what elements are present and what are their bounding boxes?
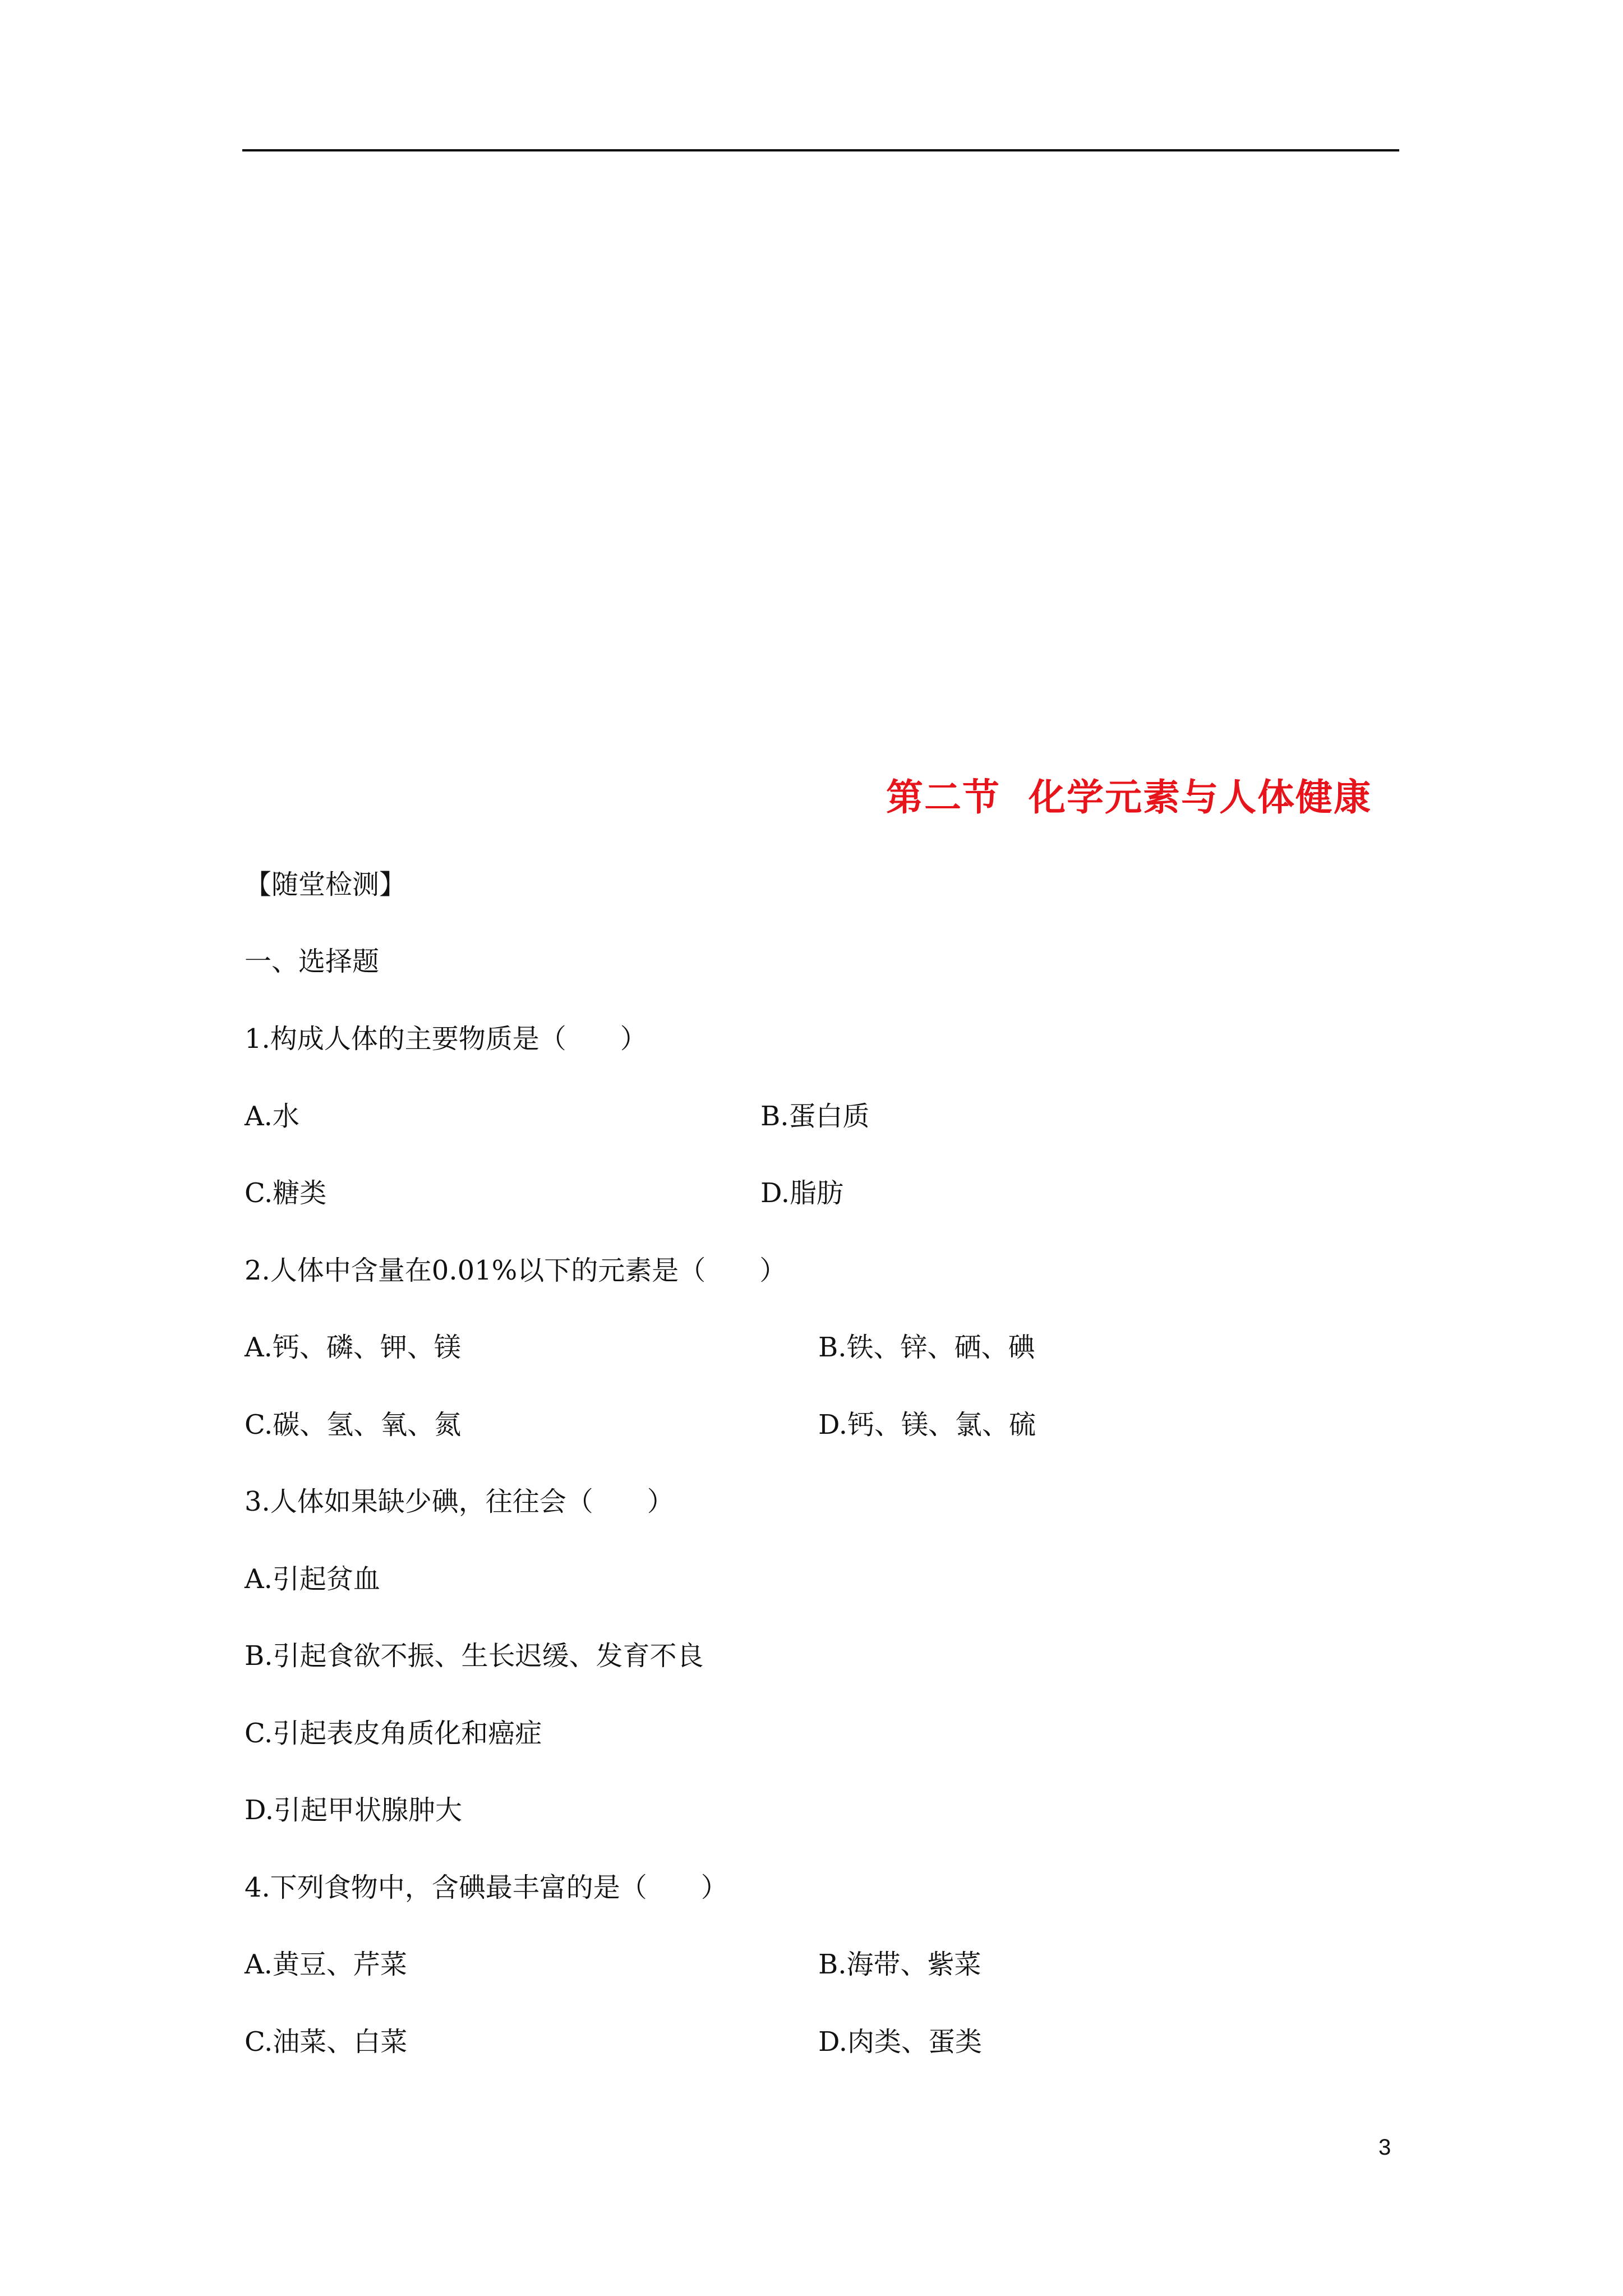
question-4-option-b: B.海带、紫菜: [818, 1949, 981, 1980]
question-2-option-b: B.铁、锌、硒、碘: [818, 1332, 1035, 1363]
question-2-option-d: D.钙、镁、氯、硫: [818, 1409, 1036, 1441]
question-3-option-c: C.引起表皮角质化和癌症: [245, 1718, 542, 1749]
question-4-stem: 4.下列食物中，含碘最丰富的是（ ）: [245, 1872, 728, 1903]
question-1-option-b: B.蛋白质: [760, 1101, 870, 1132]
question-3-option-b: B.引起食欲不振、生长迟缓、发育不良: [245, 1640, 704, 1672]
question-2-stem: 2.人体中含量在0.01%以下的元素是（ ）: [245, 1255, 787, 1286]
question-4-option-d: D.肉类、蛋类: [818, 2026, 983, 2058]
header-rule: [242, 149, 1399, 151]
question-2-option-c: C.碳、氢、氧、氮: [245, 1409, 462, 1441]
part-heading: 一、选择题: [245, 946, 380, 977]
page-number: 3: [1378, 2135, 1391, 2160]
check-heading: 【随堂检测】: [245, 869, 407, 900]
question-1-option-d: D.脂肪: [760, 1177, 844, 1209]
section-title: 第二节 化学元素与人体健康: [886, 776, 1372, 819]
question-3-stem: 3.人体如果缺少碘，往往会（ ）: [245, 1486, 674, 1517]
question-4-option-c: C.油菜、白菜: [245, 2026, 408, 2058]
question-3-option-a: A.引起贫血: [245, 1563, 380, 1595]
question-4-option-a: A.黄豆、芹菜: [245, 1949, 407, 1980]
question-3-option-d: D.引起甲状腺肿大: [245, 1795, 463, 1826]
question-2-option-a: A.钙、磷、钾、镁: [245, 1332, 461, 1363]
question-1-option-c: C.糖类: [245, 1177, 327, 1209]
question-1-option-a: A.水: [245, 1101, 299, 1132]
question-1-stem: 1.构成人体的主要物质是（ ）: [245, 1023, 647, 1055]
